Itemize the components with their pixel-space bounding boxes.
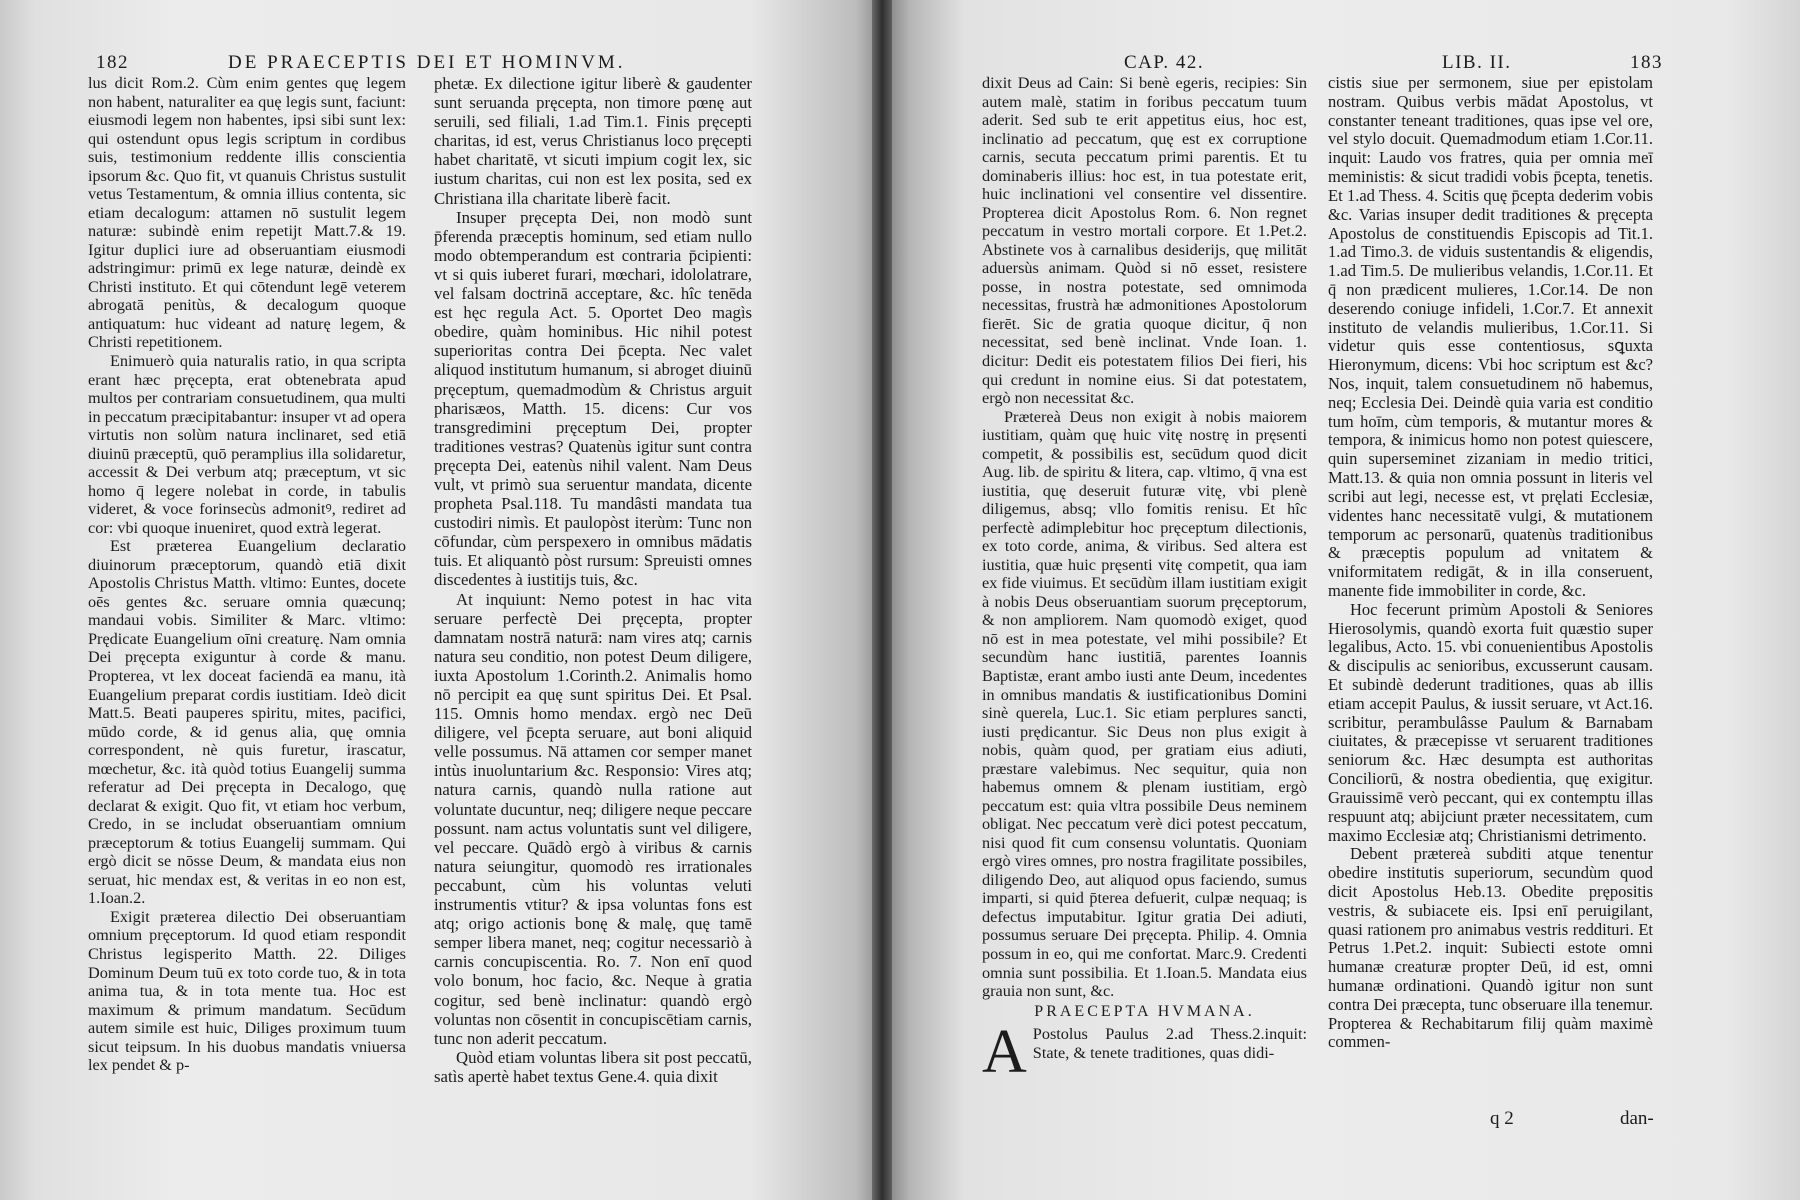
right-column-2: [1328, 74, 1653, 1052]
paragraph: Hoc fecerunt primùm Apostoli & Seniores Hierosolymis, quandò exorta fuit quæstio super legalibus, Acto. 15. vbi conuenientibus Apostolis & discipulis ac senioribus, excusserunt causam. Et subindè dederunt traditiones, quas ab illis etiam accepit Paulus, & iussit seruare, vt Act.16. scribitur, perambulâsse Paulum & Barnabam ciuitates, & præcepisse vt seruarent traditiones seniorum &c. Hæc desumpta est authoritas Conciliorū, & nostra obedientia, quę exigitur. Grauissimē verò peccant, qui ex contemptu illas respuunt atq; abijciunt præter necessitatem, cum maximo Ecclesiæ atq; Christianismi detrimento.: [1328, 599, 1653, 845]
left-running-title: DE PRAECEPTIS DEI ET HOMINVM.: [228, 52, 626, 73]
left-page: [0, 0, 882, 1200]
paragraph: At inquiunt: Nemo potest in hac vita seruare perfectè Dei pręcepta, propter damnatam nostrā naturā: nam vires atq; carnis natura seu conditio, non potest Deum diligere, iuxta Apostolum 1.Corinth.2. Animalis homo nō percipit ea quę sunt spiritus Dei. Et Psal. 115. Omnis homo mendax. ergò nec Deū diligere, vel p̄cepta seruare, aut boni aliquid velle possumus. Nā attamen cor semper manet intùs inuoluntarium &c. Responsio: Vires atq; natura carnis, quandò nulla ratione aut voluntate ducuntur, neq; diligere neque peccare possunt. nam actus voluntatis sunt vel diligere, vel peccare. Quādò ergò à viribus & carnis natura seiungitur, quomodò res irrationales peccabunt, cùm his voluntas veluti instrumentis vtitur? & ipsa voluntas fons est atq; origo actionis bonę & malę, quę tamē semper libera manet, neq; cogitur necessariò à carnis concupiscentia. Ro. 7. Non enī quod volo bonum, hoc facio, &c. Neque à gratia cogitur, sed benè inclinatur: quandò ergò voluntas non cōsentit in concupiscētiam carnis, tunc non aderit peccatum.: [434, 589, 752, 1048]
catchword: dan-: [1620, 1108, 1654, 1129]
paragraph: Exigit præterea dilectio Dei obseruantiam omnium pręceptorum. Id quod etiam respondit Christus legisperito Matth. 22. Diliges Dominum Deum tuū ex toto corde tuo, & in tota anima tua, & in tota mente tua. Hoc est maximum & primum mandatum. Secūdum autem simile est huic, Diliges proximum tuum sicut teipsum. In his duobus mandatis vniuersa lex pendet & p-: [88, 907, 406, 1075]
left-column-1: [88, 74, 406, 1075]
paragraph: phetæ. Ex dilectione igitur liberè & gaudenter sunt seruanda pręcepta, non timore pœnę aut seruili, sed filiali, 1.ad Tim.1. Finis pręcepti charitas, id est, verus Christianus loco pręcepti habet charitatē, vt sicuti impium cogit lex, sic iustum charitas, cui non est lex posita, sed ex Christiana illa charitate liberè facit.: [434, 74, 752, 208]
paragraph: lus dicit Rom.2. Cùm enim gentes quę legem non habent, naturaliter ea quę legis sunt, faciunt: eiusmodi legem non habentes, ipsi sibi sunt lex: qui ostendunt opus legis scriptum in cordibus suis, testimonium reddente illis conscientia ipsorum &c. Quo fit, vt quanuis Christus sustulit vetus Testamentum, & omnia illius contenta, sic etiam decalogum: attamen nō sustulit legem naturæ: subindè enim repetijt Matt.7.& 19. Igitur duplici iure ad obseruantiam eiusmodi adstringimur: primū ex lege naturæ, deindè ex Christi instituto. Et qui cōtendunt legē veterem abrogatā penitùs, & decalogum quoque antiquatum: huc videant ad naturę legem, & Christi repetitionem.: [88, 74, 406, 352]
signature-mark: q 2: [1490, 1108, 1514, 1129]
paragraph: [982, 1018, 1307, 1087]
paragraph: Debent prætereà subditi atque tenentur obedire institutis superiorum, secundùm quod dicit Apostolus Heb.13. Obedite prępositis vestris, & subiacete eis. Ipsi enī peruigilant, quasi rationem pro animabus vestris reddituri. Et Petrus 1.Pet.2. inquit: Subiecti estote omni humanæ creaturæ propter Deū, id est, omni humanæ ordinationi. Quandò igitur non sunt contra Dei præcepta, tunc obseruare illa tenemur. Propterea & Rechabitarum filij quàm maximè commen-: [1328, 844, 1653, 1052]
book-gutter: [872, 0, 892, 1200]
paragraph: Insuper pręcepta Dei, non modò sunt p̄ferenda præceptis hominum, sed etiam nullo modo obtemperandum est contraria p̄cipienti: vt si quis iuberet furari, mœchari, idololatrare, vel falsam doctrinā acceptare, &c. hîc tenēda est hęc regula Act. 5. Oportet Deo magìs obedire, quàm hominibus. Hic nihil potest superioritas contra Dei p̄cepta. Nec valet aliquod institutum humanum, si abroget diuinū pręceptum, quemadmodùm & Christus arguit pharisæos, Matth. 15. dicens: Cur vos transgredimini pręceptum Dei, propter traditiones vestras? Quatenùs igitur sunt contra pręcepta Dei, eatenùs nihil valent. Nam Deus vult, vt primò sua seruentur mandata, dicente propheta Psal.118. Tu mandâsti mandata tua custodiri nimìs. Et paulopòst iterùm: Tunc non cōfundar, cùm perspexero in omnibus mādatis tuis. Et aliquantò pòst rursum: Spreuisti omnes discedentes à iustitijs tuis, &c.: [434, 207, 752, 590]
left-column-2: [434, 74, 752, 1086]
paragraph: Quòd etiam voluntas libera sit post peccatū, satìs apertè habet textus Gene.4. quia dixit: [434, 1047, 752, 1086]
paragraph: Enimuerò quia naturalis ratio, in qua scripta erant hæc pręcepta, erat obtenebrata apud multos per contrariam consuetudinem, qua multi in peccatum præcipitabantur: insuper vt ad opera virtutis non solùm natura inclinaret, sed etiā diuinū præceptū, quō peramplius illa solidaretur, accessit & Dei verbum atq; præceptum, vt sic homo q̄ legere nolebat in corde, in tabulis videret, & voce forinsecùs admonitꝰ, rediret ad cor: vbi quoque inueniret, quod extrà legerat.: [88, 351, 406, 537]
section-heading: PRAECEPTA HVMANA.: [1034, 1002, 1255, 1020]
paragraph: cistis siue per sermonem, siue per epistolam nostram. Quibus verbis mādat Apostolus, vt constanter teneant traditiones, quas ipse vel ore, vel stylo docuit. Quemadmodum etiam 1.Cor.11. inquit: Laudo vos fratres, quia per omnia meī meministis: & sicut tradidi vobis p̄cepta, tenetis. Et 1.ad Thess. 4. Scitis quę p̄cepta dederim vobis &c. Varias insuper dedit traditiones & pręcepta Apostolus de constituendis Episcopis ad Tit.1. 1.ad Timo.3. de viduis sustentandis & eligendis, 1.ad Tim.5. De mulieribus velandis, 1.Cor.11. Et q̄ non prædicent mulieres, 1.Cor.14. De non deserendo coniuge infideli, 1.Cor.7. Et annexit instituto de velandis mulieribus, 1.Cor.11. Si videtur quis esse contentiosus, sꝗuxta Hieronymum, dicens: Vbi hoc scriptum est &c? Nos, inquit, talem consuetudinem nō habemus, neq; Ecclesia Dei. Deindè quia varia est conditio tum hoīm, cùm temporis, & mutantur mores & tempora, & inimicus homo non potest quiescere, quin superseminet zizaniam in medio tritici, Matt.13. & quia non omnia possunt in literis vel scribi aut legi, necesse est, vt pręlati Ecclesiæ, videntes hanc necessitatē vulgi, & mutationem temporum ac personarū, quatenùs traditionibus & præceptis populum ad vnitatem & vniformitatem redigāt, & in illa conseruent, manente fide immobiliter in corde, &c.: [1328, 73, 1653, 600]
paragraph: Prætereà Deus non exigit à nobis maiorem iustitiam, quàm quę huic vitę nostrę in pręsenti competit, & possibilis est, secūdum quod dicit Aug. lib. de spiritu & litera, cap. vltimo, q̄ vna est iustitia, quę deseruit futuræ vitę, vbi plenè diligemus, absq; vllo fomitis renisu. Et hîc perfectè adimplebitur hoc pręceptum dilectionis, ex toto corde, anima, & viribus. Sed altera est iustitia, quæ huic pręsenti vitę competit, qua iam ex fide viuimus. Et secūdùm illam iustitiam exigit à nobis Deus obseruantiam suorum pręceptorum, & non ampliorem. Nam quomodò exiget, quod nō est in mea potestate, vel mihi possibile? Et secundùm hanc iustitiā, parentes Ioannis Baptistæ, erant ambo iusti ante Deum, incedentes in omnibus mandatis & iustificationibus Domini sinè querela, Luc.1. Sic etiam perplures sancti, iusti prędicantur. Sic Deus non plus exigit à nobis, quàm quod, per gratiam eius adiuti, præstare valebimus. Nec sequitur, quia non habemus omnem & plenam iustitiam, ergò peccatum est: quia vltra possibile Deus neminem obligat. Nec peccatum verè dici potest peccatum, nisi quod fit cum consensu voluntatis. Quoniam ergò vires omnes, pro nostra fragilitate possibiles, diligendo Deo, aut aliquod opus faciendo, sumus imparti, si quid p̄terea defuerit, culpæ nequaq; is defectus imputabitur. Igitur gratia Dei adiuti, possumus seruare Dei pręcepta. Philip. 4. Omnia possum in eo, qui me confortat. Marc.9. Credenti omnia sunt possibilia. Et 1.Ioan.5. Mandata eius grauia non sunt, &c.: [982, 407, 1307, 1001]
paragraph: Est præterea Euangelium declaratio diuinorum præceptorum, quandò etiā dixit Apostolis Christus Matth. vltimo: Euntes, docete oēs gentes &c. seruare omnia quæcunq; mandaui vobis. Similiter & Marc. vltimo: Prędicate Euangelium oīni creaturę. Nam omnia Dei pręcepta exiguntur à corde & manu. Propterea, vt lex doceat faciendā ea manu, ità Euangelium preparat cordis iustitiam. Ideò dicit Matt.5. Beati pauperes spiritu, mites, pacifici, mūdo corde, & id genus alia, quę omnia correspondent, nè quis furetur, irascatur, mœchetur, &c. ità quòd totius Euangelij summa referatur ad Dei pręcepta in Decalogo, quę declarat & exigit. Quo fit, vt etiam hoc verbum, Credo, in se includat obseruantiam omnium præceptorum & totius Euangelij summam. Qui ergò dicit se nōsse Deum, & mandata eius non seruat, hic mendax est, & veritas in eo non est, 1.Ioan.2.: [88, 537, 406, 908]
right-running-book: LIB. II.: [1442, 52, 1512, 73]
left-page-number: 182: [96, 52, 129, 73]
right-running-chapter: CAP. 42.: [1124, 52, 1205, 73]
paragraph: dixit Deus ad Cain: Si benè egeris, recipies: Sin autem malè, statim in foribus peccatum tuum aderit. Sed sub te erit appetitus eius, hoc est, inclinatio ad peccatum, quę est ex corruptione carnis, secuta peccatum primi parentis. Et tu dominaberis illius: hoc est, in tua potestate erit, huic inclinationi vel consentire vel dissentire. Propterea dicit Apostolus Rom. 6. Non regnet peccatum in vestro mortali corpore. Et 1.Pet.2. Abstinete vos à carnalibus desiderijs, quę militāt aduersùs animam. Quòd si nō esset, resistere posse, in nostra potestate, sed omnimoda necessitas, frustrà hæ admonitiones Apostolorum fierēt. Sic de gratia quoque dicitur, q̄ non necessitat, sed benè inclinat. Vnde Ioan. 1. dicitur: Dedit eis potestatem filios Dei fieri, his qui credunt in nomine eius. Si dat potestatem, ergò non necessitat &c.: [982, 74, 1307, 408]
right-page: [882, 0, 1800, 1200]
right-column-1: [982, 74, 1307, 1087]
paragraph-text: Postolus Paulus 2.ad Thess.2.inquit: State, & tenete traditiones, quas didi-: [1032, 1025, 1307, 1062]
drop-capital: A: [982, 1018, 1027, 1087]
right-page-number: 183: [1630, 52, 1663, 73]
